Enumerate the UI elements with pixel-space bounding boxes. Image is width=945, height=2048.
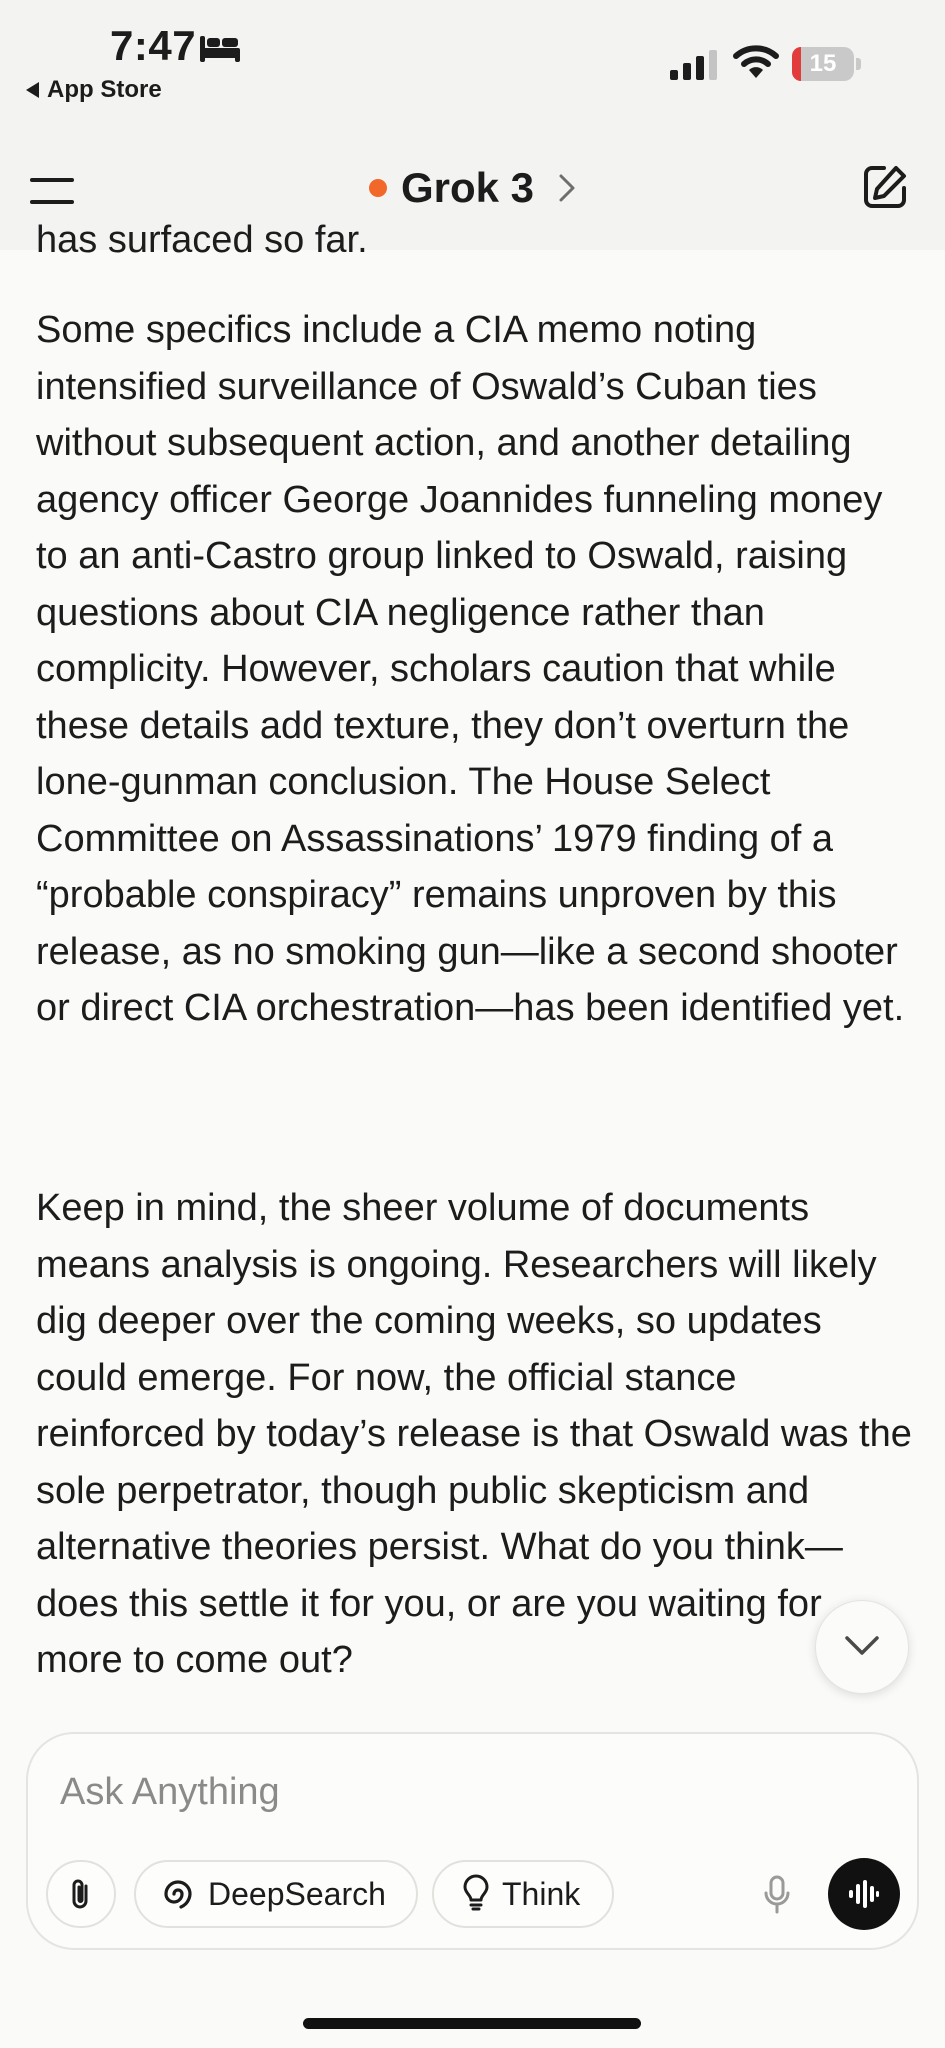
- lightbulb-icon: [462, 1876, 490, 1912]
- scroll-to-bottom-button[interactable]: [815, 1600, 909, 1694]
- status-bar: [0, 0, 945, 120]
- think-button[interactable]: [432, 1860, 614, 1928]
- think-label: Think: [502, 1875, 581, 1912]
- battery-indicator: [792, 47, 862, 81]
- back-triangle-icon: [26, 82, 39, 98]
- model-title: Grok 3: [400, 164, 535, 211]
- status-time: 7:47: [110, 22, 197, 69]
- back-to-app-store[interactable]: [26, 76, 162, 104]
- paperclip-icon: [68, 1877, 94, 1911]
- microphone-icon[interactable]: [764, 1876, 790, 1914]
- battery-level: 15: [809, 50, 837, 77]
- message-paragraph: Keep in mind, the sheer volume of documents means analysis is ongoing. Researchers will likely dig deeper over the coming weeks, so updates could emerge. For now, the official stance reinforced by today’s release is that Oswald was the sole perpetrator, though public skepticism and alternative theories persist. What do you think—does this settle it for you, or are you waiting for more to come out?: [36, 1187, 912, 1681]
- chevron-down-icon: [844, 1633, 880, 1659]
- message-text-cut: has surfaced so far.: [36, 219, 368, 261]
- message-paragraph: Some specifics include a CIA memo noting intensified surveillance of Oswald’s Cuban ties without subsequent action, and another detailing agency officer George Joannides funneling money to an anti-Castro group linked to Oswald, raising questions about CIA negligence rather than complicity. However, scholars caution that while these details add texture, they don’t overturn the lone-gunman conclusion. The House Select Committee on Assassinations’ 1979 finding of a “probable conspiracy” remains unproven by this release, as no smoking gun—like a second shooter or direct CIA orchestration—has been identified yet.: [36, 309, 905, 1029]
- wifi-icon: [734, 44, 778, 80]
- status-dot: [369, 179, 387, 197]
- chevron-right-icon: [558, 173, 576, 203]
- compose-icon[interactable]: [860, 162, 910, 212]
- deepsearch-label: DeepSearch: [208, 1875, 386, 1912]
- back-app-label: App Store: [47, 76, 162, 103]
- waveform-icon: [848, 1878, 880, 1910]
- cellular-signal-icon: [670, 50, 720, 80]
- bed-icon: [198, 34, 242, 64]
- ask-input[interactable]: [60, 1762, 760, 1822]
- deepsearch-button[interactable]: [134, 1860, 418, 1928]
- message-composer: [26, 1732, 919, 1950]
- swirl-icon: [160, 1876, 196, 1912]
- attach-button[interactable]: [46, 1860, 116, 1928]
- home-indicator: [303, 2018, 641, 2029]
- voice-mode-button[interactable]: [828, 1858, 900, 1930]
- chat-message-area: [0, 219, 945, 1690]
- model-selector[interactable]: [369, 164, 576, 212]
